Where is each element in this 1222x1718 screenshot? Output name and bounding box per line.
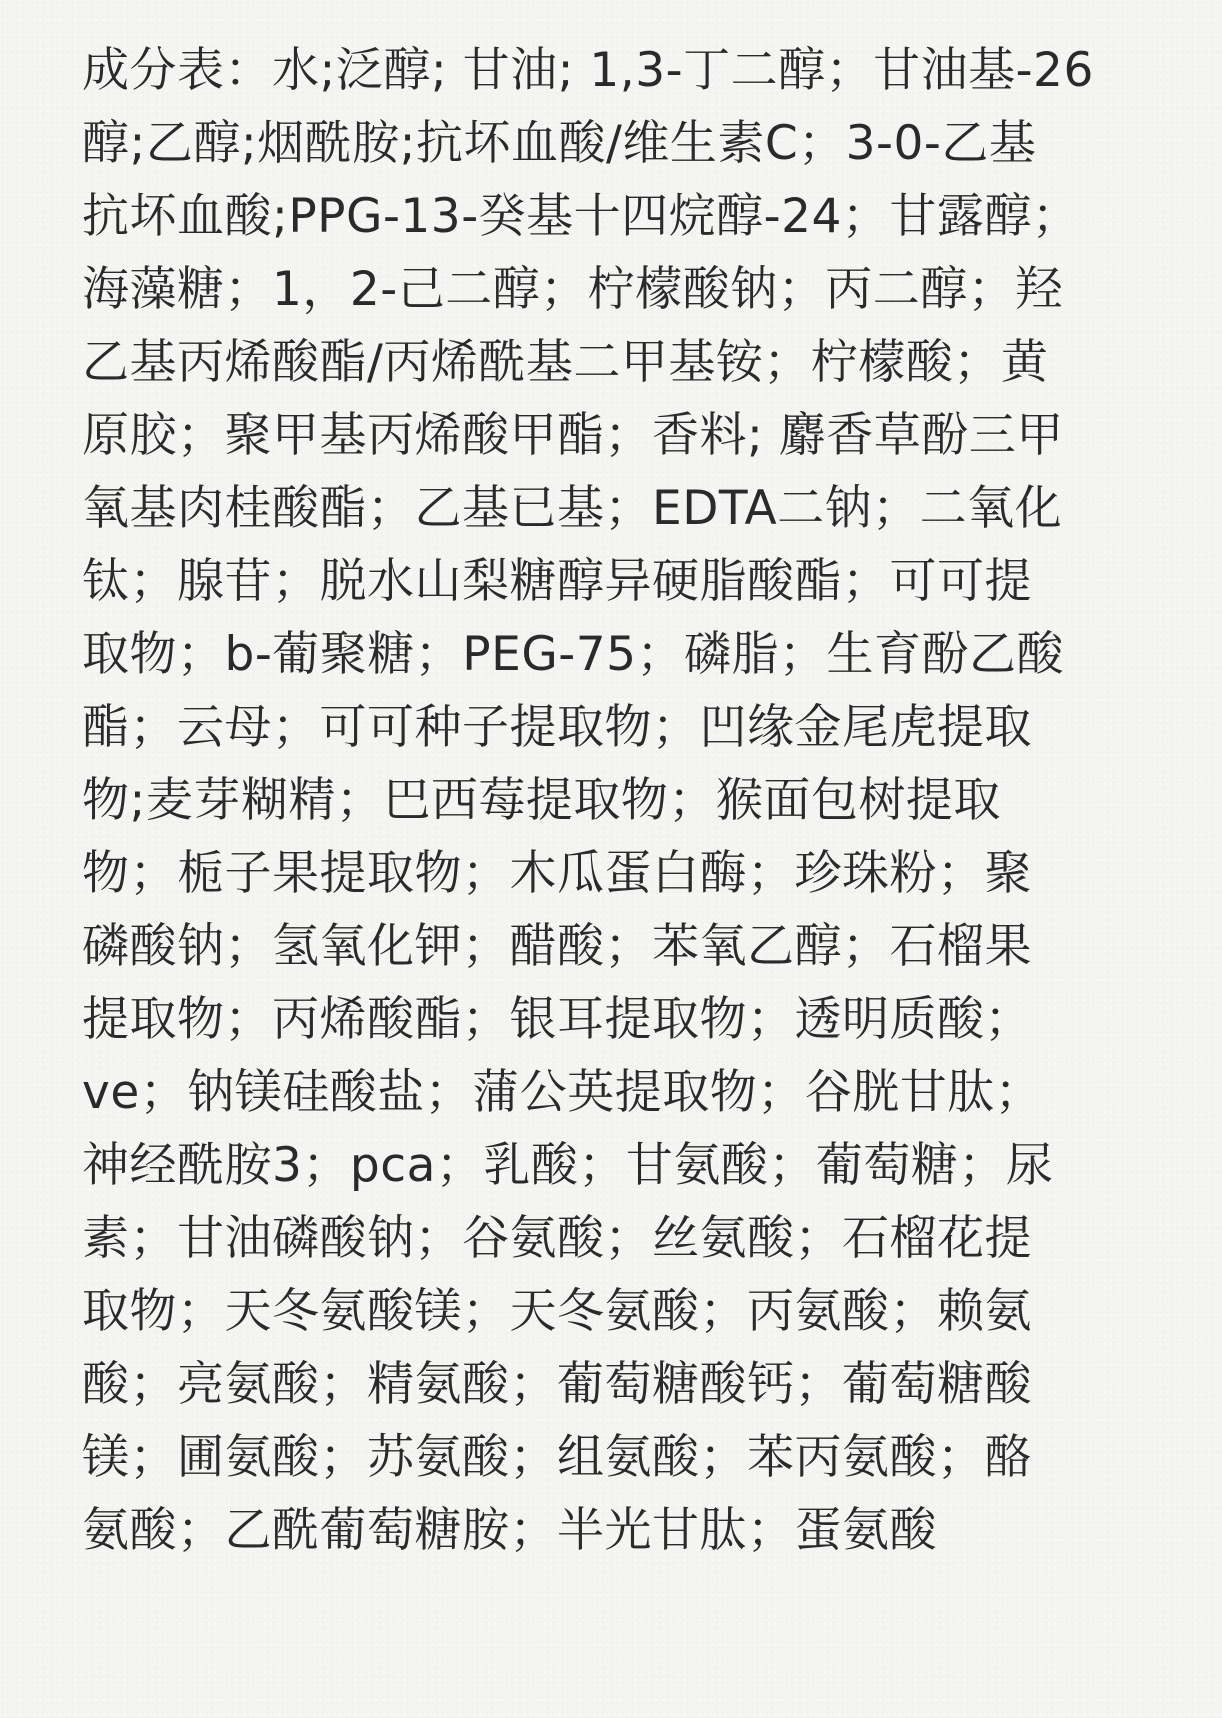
ingredient-line: 海藻糖；1，2-己二醇；柠檬酸钠；丙二醇；羟 — [82, 262, 1063, 317]
ingredient-line: 酯；云母；可可种子提取物；凹缘金尾虎提取 — [82, 700, 1032, 755]
ingredient-line: 物;麦芽糊精；巴西莓提取物；猴面包树提取 — [82, 773, 1001, 828]
ingredient-line: 原胶；聚甲基丙烯酸甲酯；香料; 麝香草酚三甲 — [82, 408, 1064, 463]
ingredient-line: 取物；b-葡聚糖；PEG-75；磷脂；生育酚乙酸 — [82, 627, 1065, 682]
ingredient-line: 神经酰胺3；pca；乳酸；甘氨酸；葡萄糖；尿 — [82, 1138, 1054, 1193]
ingredient-line: 镁；圃氨酸；苏氨酸；组氨酸；苯丙氨酸；酪 — [82, 1430, 1032, 1485]
ingredient-line: 磷酸钠；氢氧化钾；醋酸；苯氧乙醇；石榴果 — [82, 919, 1032, 974]
ingredient-line: ve；钠镁硅酸盐；蒲公英提取物；谷胱甘肽； — [82, 1065, 1043, 1120]
ingredient-line: 钛；腺苷；脱水山梨糖醇异硬脂酸酯；可可提 — [82, 554, 1032, 609]
ingredient-line: 提取物；丙烯酸酯；银耳提取物；透明质酸； — [82, 992, 1032, 1047]
ingredient-line: 抗坏血酸;PPG-13-癸基十四烷醇-24；甘露醇； — [82, 189, 1080, 244]
ingredient-line: 物；栀子果提取物；木瓜蛋白酶；珍珠粉；聚 — [82, 846, 1032, 901]
ingredient-line: 氨酸；乙酰葡萄糖胺；半光甘肽；蛋氨酸 — [82, 1503, 937, 1558]
ingredient-line: 素；甘油磷酸钠；谷氨酸；丝氨酸；石榴花提 — [82, 1211, 1032, 1266]
ingredient-line: 醇;乙醇;烟酰胺;抗坏血酸/维生素C；3-0-乙基 — [82, 116, 1037, 171]
ingredient-list-note — [82, 34, 1172, 1567]
ingredient-line: 酸；亮氨酸；精氨酸；葡萄糖酸钙；葡萄糖酸 — [82, 1357, 1032, 1412]
ingredient-line: 取物；天冬氨酸镁；天冬氨酸；丙氨酸；赖氨 — [82, 1284, 1032, 1339]
ingredient-line: 乙基丙烯酸酯/丙烯酰基二甲基铵；柠檬酸；黄 — [82, 335, 1049, 390]
ingredient-line: 成分表：水;泛醇; 甘油; 1,3-丁二醇；甘油基-26 — [82, 43, 1094, 98]
ingredient-line: 氧基肉桂酸酯；乙基已基；EDTA二钠；二氧化 — [82, 481, 1063, 536]
